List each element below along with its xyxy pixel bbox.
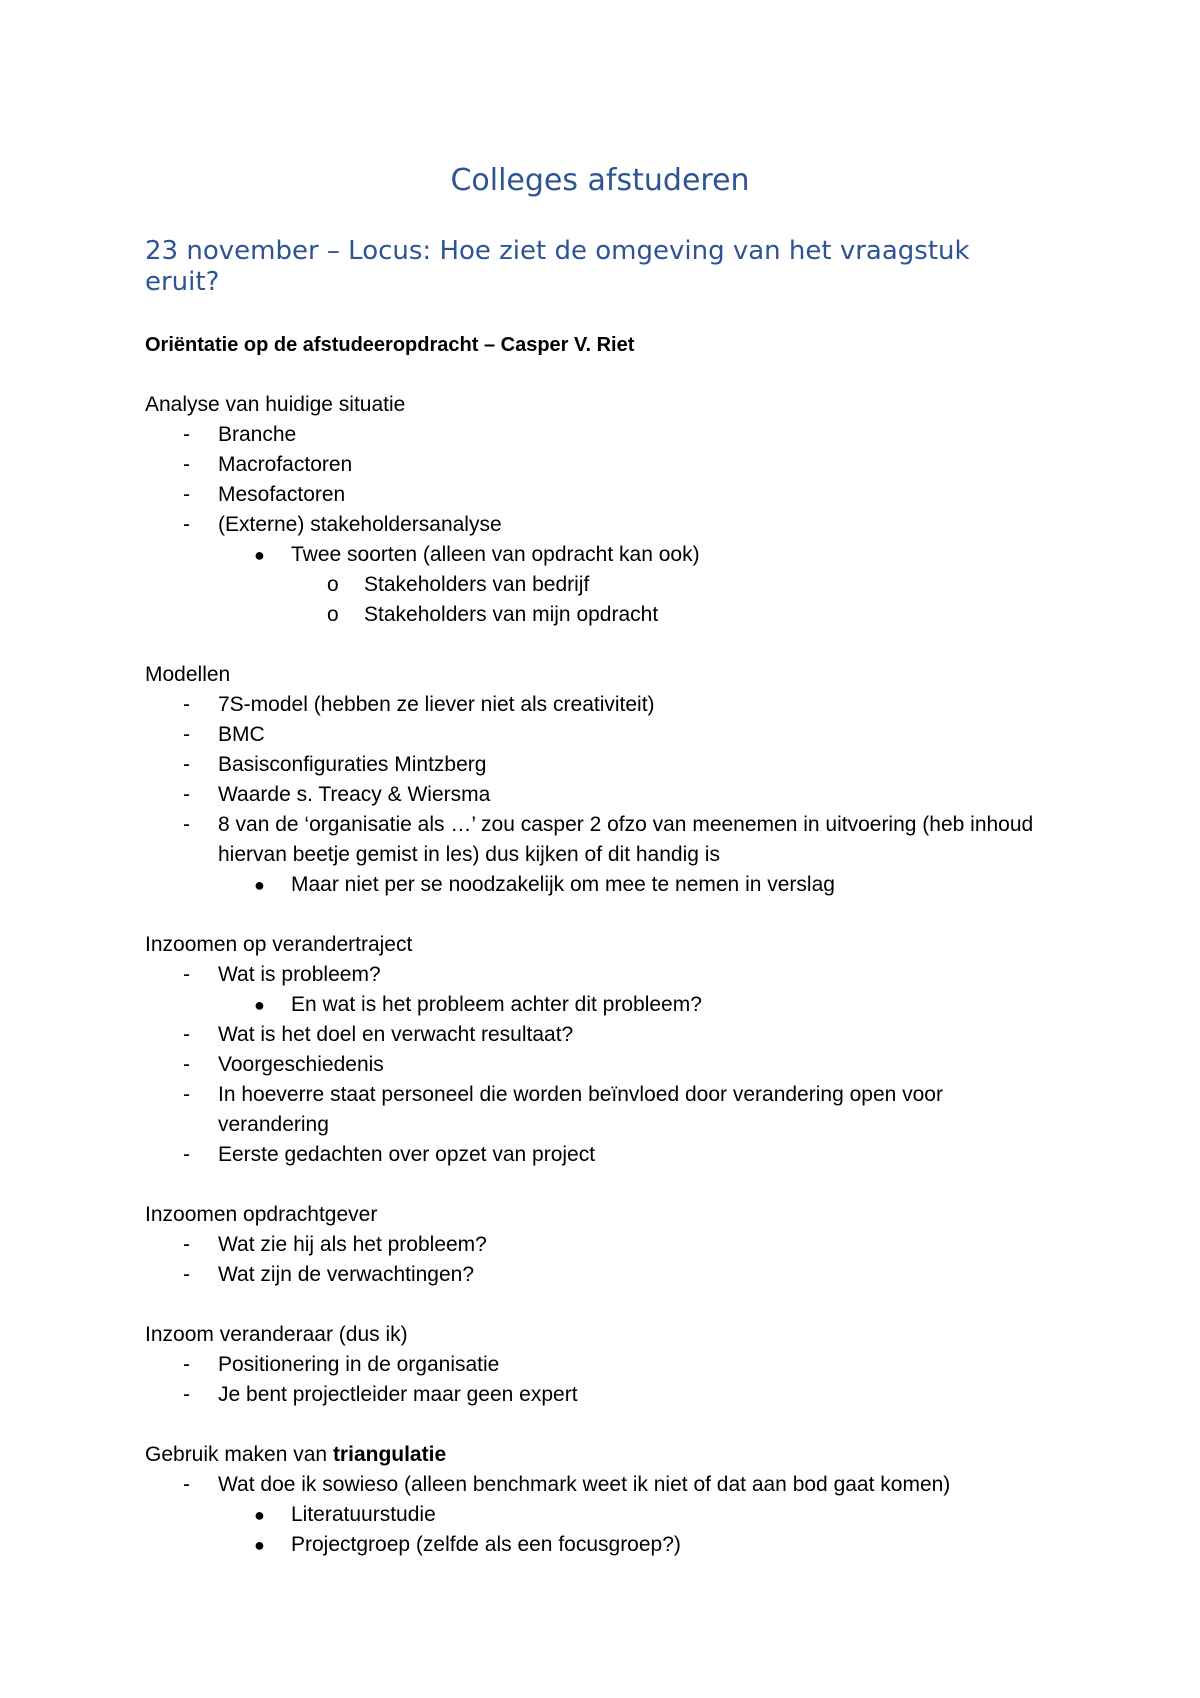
- list-item: - Voorgeschiedenis: [145, 1050, 1045, 1080]
- dash-marker: -: [183, 423, 190, 446]
- sub-list-item: ● Maar niet per se noodzakelijk om mee te nemen in verslag: [145, 870, 1045, 900]
- dash-marker: -: [183, 723, 190, 746]
- list-item: - Positionering in de organisatie: [145, 1350, 1045, 1380]
- dash-marker: -: [183, 1023, 190, 1046]
- list-item: - Wat zijn de verwachtingen?: [145, 1260, 1045, 1290]
- sub-list: [218, 870, 1045, 900]
- sub-list-item: ● En wat is het probleem achter dit probleem?: [145, 990, 1045, 1020]
- list-item: - Mesofactoren: [145, 480, 1045, 510]
- document-title: Colleges afstuderen: [450, 163, 750, 198]
- bullet-icon: ●: [254, 995, 265, 1015]
- dash-marker: -: [183, 1353, 190, 1376]
- dash-marker: -: [183, 1383, 190, 1406]
- section-heading: 23 november – Locus: Hoe ziet de omgeving van het vraagstuk eruit?: [145, 236, 970, 297]
- list-item: - Je bent projectleider maar geen expert: [145, 1380, 1045, 1410]
- list-item: - Wat is probleem? ● En wat is het probleem achter dit probleem?: [145, 960, 1045, 1020]
- list-item: - BMC: [145, 720, 1045, 750]
- section-opdrachtgever: [145, 1200, 1045, 1290]
- dash-marker: -: [183, 453, 190, 476]
- section-label: Analyse van huidige situatie: [145, 393, 406, 416]
- section-triangulatie: [145, 1440, 1045, 1560]
- circle-bullet-icon: o: [327, 573, 339, 596]
- section-veranderaar: [145, 1320, 1045, 1410]
- section-modellen: [145, 660, 1045, 900]
- dash-marker: -: [183, 483, 190, 506]
- list-item: - Basisconfiguraties Mintzberg: [145, 750, 1045, 780]
- circle-bullet-icon: o: [327, 603, 339, 626]
- list-item: - Wat doe ik sowieso (alleen benchmark weet ik niet of dat aan bod gaat komen) ● Literatuurstudie ● Projectgroep (zelfde als een focusgroep?): [145, 1470, 1045, 1560]
- sub-list-item: ● Projectgroep (zelfde als een focusgroep?): [145, 1530, 1045, 1560]
- dash-marker: -: [183, 1083, 190, 1106]
- sub-sub-list-item: o Stakeholders van mijn opdracht: [145, 600, 1045, 630]
- sub-list: [218, 990, 1045, 1020]
- list-item: - (Externe) stakeholdersanalyse ● Twee soorten (alleen van opdracht kan ook) o Stakeholders van bedrijf o Stakeholders van mijn opdracht: [145, 510, 1045, 630]
- list: [145, 1350, 1045, 1410]
- section-verandertraject: [145, 930, 1045, 1170]
- bullet-icon: ●: [254, 1505, 265, 1525]
- subheading: Oriëntatie op de afstudeeropdracht – Casper V. Riet: [145, 334, 635, 356]
- dash-marker: -: [183, 513, 190, 536]
- section-label: Modellen: [145, 663, 231, 686]
- list-item: - Eerste gedachten over opzet van project: [145, 1140, 1045, 1170]
- dash-marker: -: [183, 753, 190, 776]
- section-label: Inzoom veranderaar (dus ik): [145, 1323, 408, 1346]
- section-label: Gebruik maken van triangulatie: [145, 1443, 447, 1466]
- sub-list: [218, 1500, 1045, 1560]
- dash-marker: -: [183, 813, 190, 836]
- sub-list: [218, 540, 1045, 630]
- sub-list-item: ● Twee soorten (alleen van opdracht kan ook) o Stakeholders van bedrijf o Stakeholders van mijn opdracht: [145, 540, 1045, 630]
- section-label: Inzoomen op verandertraject: [145, 933, 413, 956]
- bullet-icon: ●: [254, 875, 265, 895]
- list-item: - Waarde s. Treacy & Wiersma: [145, 780, 1045, 810]
- sub-list-item: ● Literatuurstudie: [145, 1500, 1045, 1530]
- list: [145, 420, 1045, 630]
- sub-sub-list: [291, 570, 1045, 630]
- dash-marker: -: [183, 1143, 190, 1166]
- list-item: - Wat is het doel en verwacht resultaat?: [145, 1020, 1045, 1050]
- list: [145, 690, 1045, 900]
- list-item: - 8 van de ‘organisatie als …’ zou casper 2 ofzo van meenemen in uitvoering (heb inhoud hiervan beetje gemist in les) dus kijken of dit handig is ● Maar niet per se noodzakelijk om mee te nemen in verslag: [145, 810, 1045, 900]
- list-item: - 7S-model (hebben ze liever niet als creativiteit): [145, 690, 1045, 720]
- list-item: - Branche: [145, 420, 1045, 450]
- dash-marker: -: [183, 693, 190, 716]
- bullet-icon: ●: [254, 1535, 265, 1555]
- dash-marker: -: [183, 783, 190, 806]
- sub-sub-list-item: o Stakeholders van bedrijf: [145, 570, 1045, 600]
- dash-marker: -: [183, 1473, 190, 1496]
- bullet-icon: ●: [254, 545, 265, 565]
- list: [145, 960, 1045, 1170]
- list: [145, 1470, 1045, 1560]
- list-item: - Macrofactoren: [145, 450, 1045, 480]
- list-item: - Wat zie hij als het probleem?: [145, 1230, 1045, 1260]
- section-analyse: [145, 390, 1045, 630]
- list-item: - In hoeverre staat personeel die worden beïnvloed door verandering open voor verandering: [145, 1080, 1045, 1140]
- document-body: [145, 390, 1045, 1590]
- dash-marker: -: [183, 1263, 190, 1286]
- list: [145, 1230, 1045, 1290]
- dash-marker: -: [183, 963, 190, 986]
- dash-marker: -: [183, 1233, 190, 1256]
- dash-marker: -: [183, 1053, 190, 1076]
- section-label: Inzoomen opdrachtgever: [145, 1203, 378, 1226]
